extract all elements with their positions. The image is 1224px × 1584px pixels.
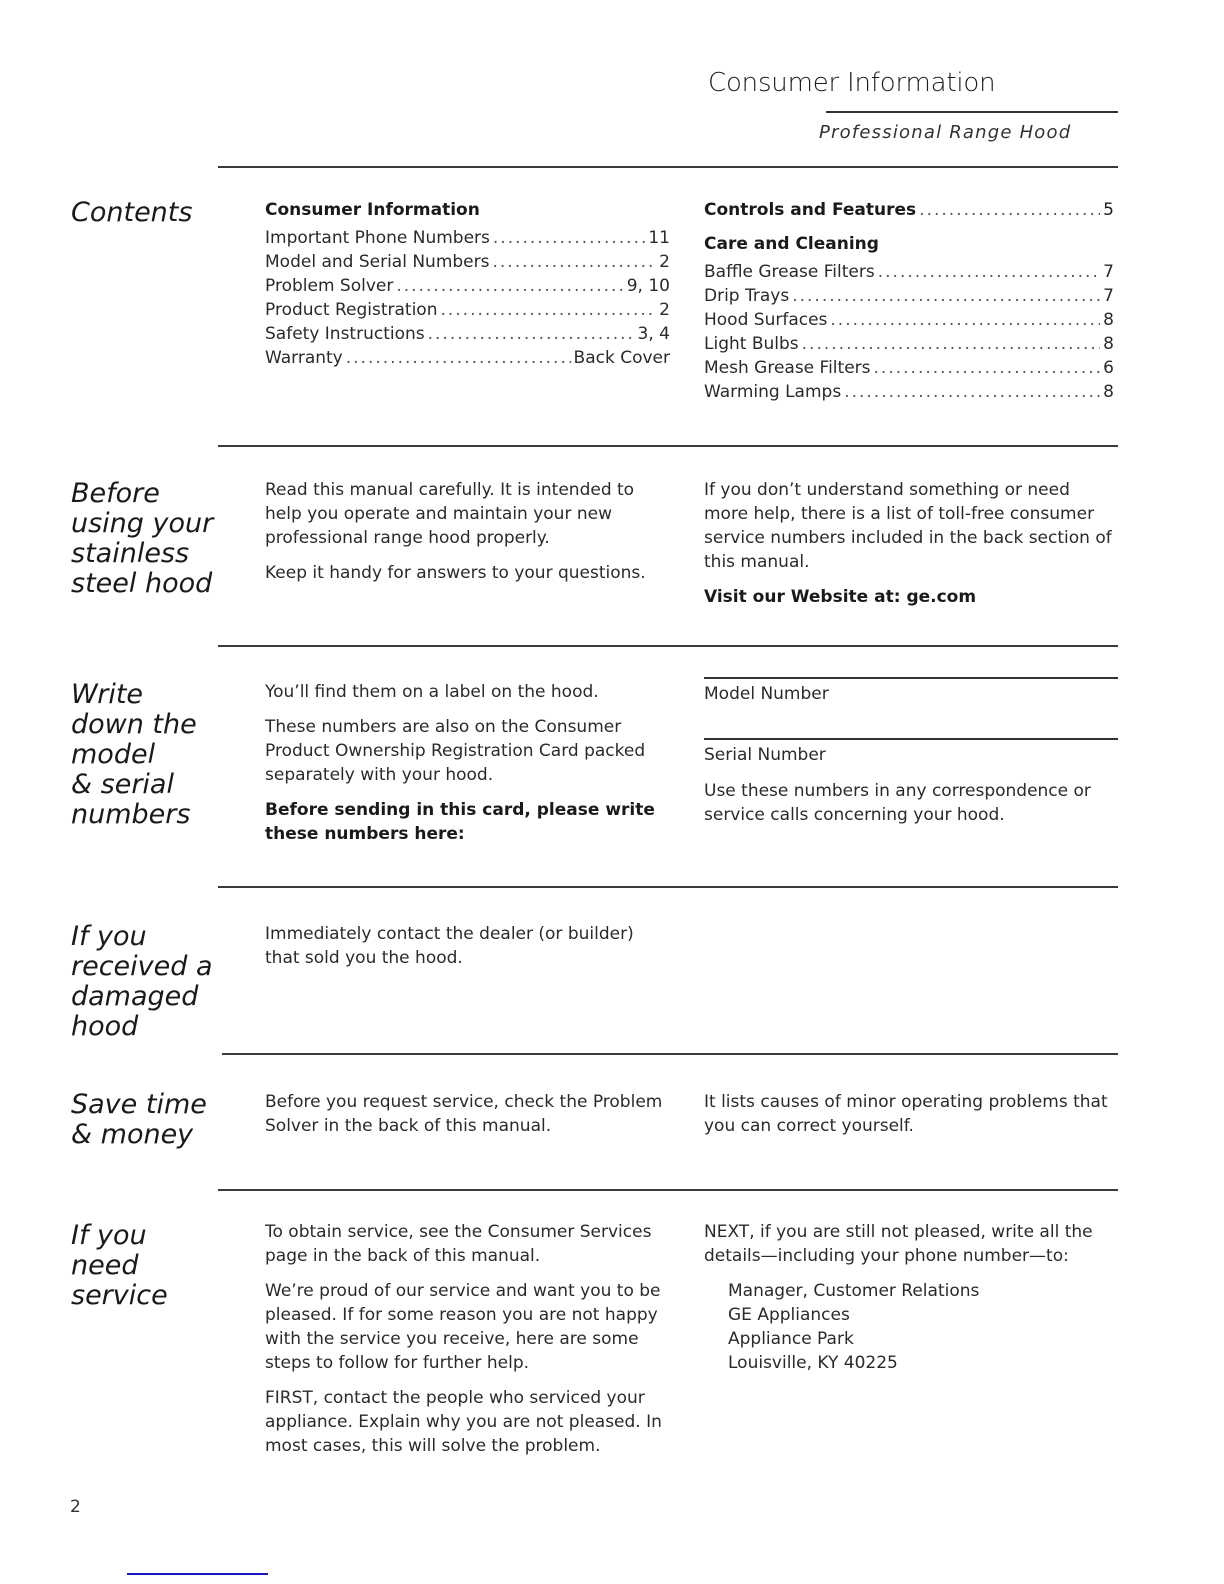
paragraph: Immediately contact the dealer (or builder) that sold you the hood. [265, 924, 634, 968]
section-divider [218, 886, 1118, 888]
paragraph: Use these numbers in any correspondence or service calls concerning your hood. [704, 781, 1091, 825]
toc-right-column [704, 198, 1114, 404]
need-service-right [704, 1220, 1114, 1375]
write-down-right [704, 677, 1114, 838]
before-using-heading: Before using your stainless steel hood [71, 478, 214, 599]
toc-item[interactable]: Safety Instructions ..... 3, 4 [265, 322, 670, 346]
section-divider [218, 445, 1118, 447]
product-subtitle: Professional Range Hood [819, 122, 1072, 143]
paragraph: These numbers are also on the Consumer Product Ownership Registration Card packed separately with your hood. [265, 717, 646, 785]
paragraph: Before you request service, check the Problem Solver in the back of this manual. [265, 1092, 663, 1136]
before-using-left [265, 478, 670, 596]
toc-item[interactable]: Mesh Grease Filters ..... 6 [704, 356, 1114, 380]
section-title: Consumer Information [708, 68, 996, 98]
need-service-heading: If you need service [71, 1220, 168, 1311]
paragraph: NEXT, if you are still not pleased, write all the details—including your phone number—to: [704, 1222, 1093, 1266]
contents-heading: Contents [71, 197, 193, 228]
need-service-left [265, 1220, 685, 1469]
save-time-heading: Save time & money [71, 1089, 207, 1150]
toc-item[interactable]: Product Registration ..... 2 [265, 298, 670, 322]
section-divider [222, 1053, 1118, 1055]
write-down-left [265, 680, 670, 857]
paragraph: You’ll find them on a label on the hood. [265, 682, 599, 702]
toc-item[interactable]: Hood Surfaces ..... 8 [704, 308, 1114, 332]
paragraph: To obtain service, see the Consumer Services page in the back of this manual. [265, 1222, 652, 1266]
save-time-right [704, 1090, 1114, 1149]
serial-number-label: Serial Number [704, 745, 826, 765]
toc-item[interactable]: Warming Lamps ..... 8 [704, 380, 1114, 404]
damaged-hood-heading: If you received a damaged hood [71, 921, 213, 1042]
toc-heading-consumer-info: Consumer Information [265, 200, 480, 220]
toc-item[interactable]: Model and Serial Numbers ..... 2 [265, 250, 670, 274]
footer-link-underline [127, 1573, 268, 1575]
write-down-heading: Write down the model & serial numbers [71, 679, 197, 830]
toc-item[interactable]: Warranty ..... Back Cover [265, 346, 670, 370]
website-link[interactable]: Visit our Website at: ge.com [704, 587, 977, 607]
section-divider [218, 645, 1118, 647]
toc-item[interactable]: Drip Trays ..... 7 [704, 284, 1114, 308]
toc-item[interactable]: Important Phone Numbers ..... 11 [265, 226, 670, 250]
toc-item[interactable]: Light Bulbs ..... 8 [704, 332, 1114, 356]
mailing-address: Manager, Customer Relations GE Appliances Appliance Park Louisville, KY 40225 [728, 1281, 980, 1373]
toc-item[interactable]: Baffle Grease Filters ..... 7 [704, 260, 1114, 284]
serial-number-field[interactable] [704, 738, 1118, 740]
section-divider [218, 1189, 1118, 1191]
damaged-hood-text [265, 922, 670, 981]
header-divider [826, 111, 1118, 113]
model-number-label: Model Number [704, 684, 829, 704]
paragraph: FIRST, contact the people who serviced your appliance. Explain why you are not pleased. In most cases, this will solve the problem. [265, 1388, 662, 1456]
paragraph: It lists causes of minor operating problems that you can correct yourself. [704, 1092, 1108, 1136]
paragraph: We’re proud of our service and want you to be pleased. If for some reason you are not happy with the service you receive, here are some steps to follow for further help. [265, 1281, 661, 1373]
toc-heading-care-cleaning: Care and Cleaning [704, 234, 879, 254]
paragraph: If you don’t understand something or need more help, there is a list of toll-free consumer service numbers included in the back section of this manual. [704, 480, 1112, 572]
page-number: 2 [70, 1497, 81, 1517]
instruction-bold: Before sending in this card, please write these numbers here: [265, 800, 655, 844]
model-number-field[interactable] [704, 677, 1118, 679]
toc-left-column [265, 198, 670, 370]
paragraph: Read this manual carefully. It is intended to help you operate and maintain your new professional range hood properly. [265, 480, 635, 548]
toc-item[interactable]: Problem Solver ..... 9, 10 [265, 274, 670, 298]
toc-item-controls[interactable]: Controls and Features ..... 5 [704, 198, 1114, 222]
before-using-right [704, 478, 1114, 620]
paragraph: Keep it handy for answers to your questions. [265, 563, 646, 583]
section-divider [218, 166, 1118, 168]
save-time-left [265, 1090, 670, 1149]
